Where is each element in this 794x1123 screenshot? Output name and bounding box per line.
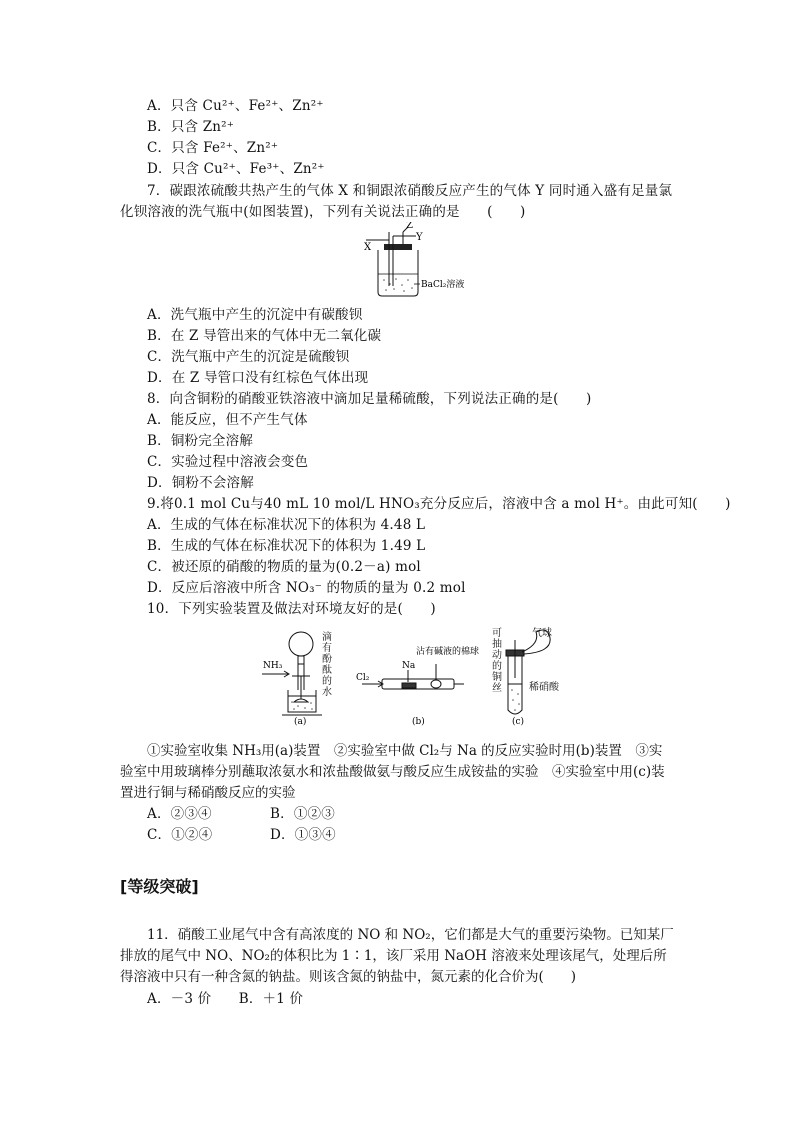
q8-option-a: A．能反应，但不产生气体 xyxy=(147,412,308,428)
q10-fig-c-acid: 稀硝酸 xyxy=(529,682,559,693)
q10-fig-b-note: 沾有碱液的棉球 xyxy=(416,647,480,657)
q10-fig-a-label: (a) xyxy=(294,717,307,727)
q10-fig-a-gas: NH₃ xyxy=(263,661,283,671)
q8-option-b: B．铜粉完全溶解 xyxy=(147,433,254,449)
q9-option-b: B．生成的气体在标准状况下的体积为 1.49 L xyxy=(147,538,426,554)
section-title: [等级突破] xyxy=(120,877,199,896)
q11-options: A．－3 价 B．＋1 价 xyxy=(147,991,304,1007)
q7-fig-label-y: Y xyxy=(416,232,423,243)
q9-option-d: D．反应后溶液中所含 NO₃⁻ 的物质的量为 0.2 mol xyxy=(147,580,466,596)
q10-fig-a-note: 滴有酚酞的水 xyxy=(322,632,332,698)
q7-option-c: C．洗气瓶中产生的沉淀是硫酸钡 xyxy=(147,349,350,365)
q6-option-d: D．只含 Cu²⁺、Fe³⁺、Zn²⁺ xyxy=(147,161,325,177)
q7-wash-bottle-figure xyxy=(356,222,466,298)
q6-option-b: B．只含 Zn²⁺ xyxy=(147,119,235,135)
q8-option-c: C．实验过程中溶液会变色 xyxy=(147,454,309,470)
q11-stem: 11．硝酸工业尾气中含有高浓度的 NO 和 NO₂，它们都是大气的重要污染物。已知某厂排放的尾气中 NO、NO₂的体积比为 1∶1，该厂采用 NaOH 溶液来处理该尾气，处理后所得溶液中只有一种含氮的钠盐。则该含氮的钠盐中，氮元素的化合价为( ) xyxy=(120,927,674,985)
q10-fig-b-na: Na xyxy=(402,661,416,671)
q10-option-b: B．①②③ xyxy=(270,806,335,822)
q7-option-d: D．在 Z 导管口没有红棕色气体出现 xyxy=(147,370,369,386)
q9-stem: 9.将0.1 mol Cu与40 mL 10 mol/L HNO₃充分反应后，溶液中含 a mol H⁺。由此可知( ) xyxy=(147,496,731,512)
q7-fig-label-solution: BaCl₂溶液 xyxy=(421,280,465,290)
q8-option-d: D．铜粉不会溶解 xyxy=(147,475,254,491)
q10-fig-c-wire: 可抽动的铜丝 xyxy=(492,628,502,694)
q6-option-c: C．只含 Fe²⁺、Zn²⁺ xyxy=(147,140,279,156)
q7-option-b: B．在 Z 导管出来的气体中无二氧化碳 xyxy=(147,328,382,344)
q10-option-d: D．①③④ xyxy=(270,827,336,843)
q9-option-c: C．被还原的硝酸的物质的量为(0.2－a) mol xyxy=(147,559,421,575)
q10-fig-b-gas: Cl₂ xyxy=(356,673,370,683)
q7-option-a: A．洗气瓶中产生的沉淀中有碳酸钡 xyxy=(147,307,363,323)
q10-fig-c-label: (c) xyxy=(512,717,525,727)
q7-fig-label-x: X xyxy=(364,242,372,253)
q10-figure-c xyxy=(506,630,550,714)
q8-stem: 8．向含铜粉的硝酸亚铁溶液中滴加足量稀硫酸，下列说法正确的是( ) xyxy=(147,391,592,407)
q7-fig-label-z: Z xyxy=(406,222,413,231)
q7-stem-line2: 化钡溶液的洗气瓶中(如图装置)，下列有关说法正确的是 ( ) xyxy=(120,204,526,220)
q9-option-a: A．生成的气体在标准状况下的体积为 4.48 L xyxy=(147,517,426,533)
q10-statement: ①实验室收集 NH₃用(a)装置 ②实验室中做 Cl₂与 Na 的反应实验时用(b)装置 ③实验室中用玻璃棒分别蘸取浓氨水和浓盐酸做氨与酸反应生成铵盐的实验 ④实验室中用(c)装置进行铜与稀硝酸反应的实验 xyxy=(120,743,665,801)
q7-stem-line1: 7．碳跟浓硫酸共热产生的气体 X 和铜跟浓硝酸反应产生的气体 Y 同时通入盛有足量氯 xyxy=(147,183,673,199)
q10-option-c: C．①②④ xyxy=(147,827,213,843)
q10-apparatus-figure xyxy=(258,624,558,728)
q10-stem: 10．下列实验装置及做法对环境友好的是( ) xyxy=(147,601,436,617)
q10-fig-c-balloon: 气球 xyxy=(532,628,552,639)
q6-option-a: A．只含 Cu²⁺、Fe²⁺、Zn²⁺ xyxy=(147,98,324,114)
q10-fig-b-label: (b) xyxy=(412,717,425,727)
q10-option-a: A．②③④ xyxy=(147,806,212,822)
